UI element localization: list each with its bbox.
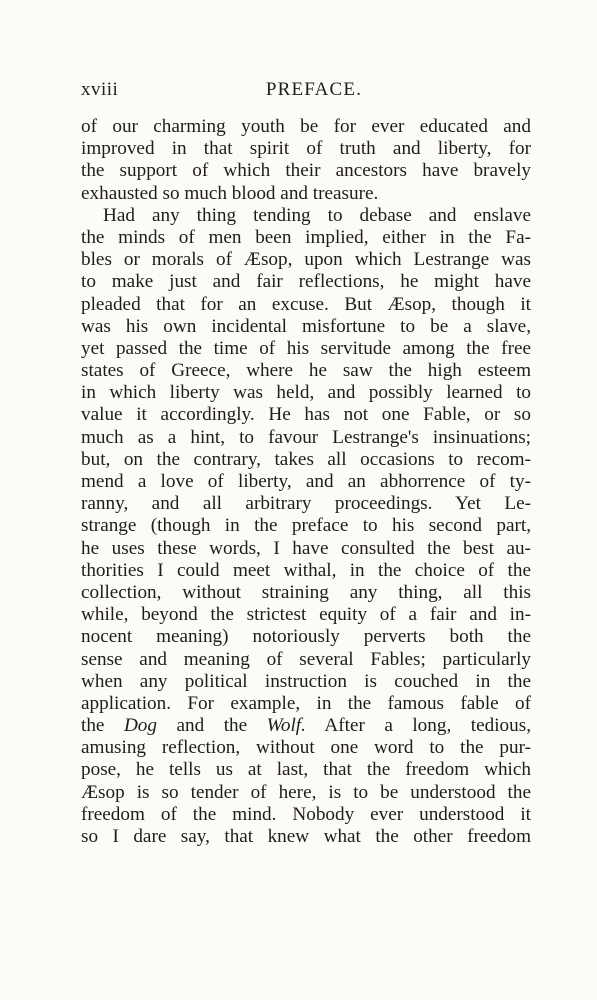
text-line: application. For example, in the famous fable of	[81, 692, 531, 714]
text-line: pleaded that for an excuse. But Æsop, though it	[81, 293, 531, 315]
italic-title-wolf: Wolf.	[266, 715, 306, 737]
text-line: mend a love of liberty, and an abhorrence of ty-	[81, 471, 531, 492]
italic-title-dog: Dog	[123, 715, 157, 737]
text-run: and the	[157, 715, 267, 737]
text-line: in which liberty was held, and possibly learned to	[81, 382, 531, 404]
body-text	[81, 116, 531, 848]
text-line: when any political instruction is couched in the	[81, 670, 531, 692]
running-head: PREFACE.	[265, 79, 363, 100]
text-line: was his own incidental misfortune to be a slave,	[81, 315, 531, 337]
text-line: nocent meaning) notoriously perverts both the	[81, 626, 531, 648]
text-line: Æsop is so tender of here, is to be understood the	[81, 781, 531, 803]
text-line: collection, without straining any thing, all this	[81, 581, 531, 603]
text-line-with-italics	[81, 715, 531, 737]
text-line: pose, he tells us at last, that the freedom which	[81, 759, 531, 781]
text-line: exhausted so much blood and treasure.	[81, 182, 379, 204]
text-line: Had any thing tending to debase and enslave	[103, 204, 531, 226]
text-line: improved in that spirit of truth and liberty, for	[81, 138, 531, 160]
text-line: the minds of men been implied, either in the Fa-	[81, 226, 531, 248]
text-line: yet passed the time of his servitude among the free	[81, 337, 531, 359]
text-line: amusing reflection, without one word to the pur-	[81, 737, 531, 759]
text-run: the	[81, 715, 124, 737]
text-line: the support of which their ancestors have bravely	[81, 160, 531, 182]
text-line: thorities I could meet withal, in the choice of the	[81, 559, 531, 581]
text-line: strange (though in the preface to his second part,	[81, 515, 531, 537]
page-header	[81, 79, 531, 105]
text-line: ranny, and all arbitrary proceedings. Yet Le-	[81, 493, 531, 515]
text-line: freedom of the mind. Nobody ever understood it	[81, 803, 531, 825]
text-line: to make just and fair reflections, he might have	[81, 271, 531, 293]
text-line: states of Greece, where he saw the high esteem	[81, 360, 531, 382]
page-number: xviii	[81, 79, 119, 100]
text-line: value it accordingly. He has not one Fable, or so	[81, 404, 531, 426]
text-line: much as a hint, to favour Lestrange's insinuations;	[81, 426, 531, 448]
text-line: so I dare say, that knew what the other freedom	[81, 826, 531, 847]
text-line: he uses these words, I have consulted the best au-	[81, 537, 531, 559]
text-line: but, on the contrary, takes all occasions to recom-	[81, 448, 531, 470]
text-line: sense and meaning of several Fables; particularly	[81, 648, 531, 670]
text-run: After a long, tedious,	[305, 715, 531, 737]
text-line: bles or morals of Æsop, upon which Lestrange was	[81, 249, 531, 271]
text-line: of our charming youth be for ever educated and	[81, 116, 531, 137]
text-line: while, beyond the strictest equity of a fair and in-	[81, 604, 531, 626]
